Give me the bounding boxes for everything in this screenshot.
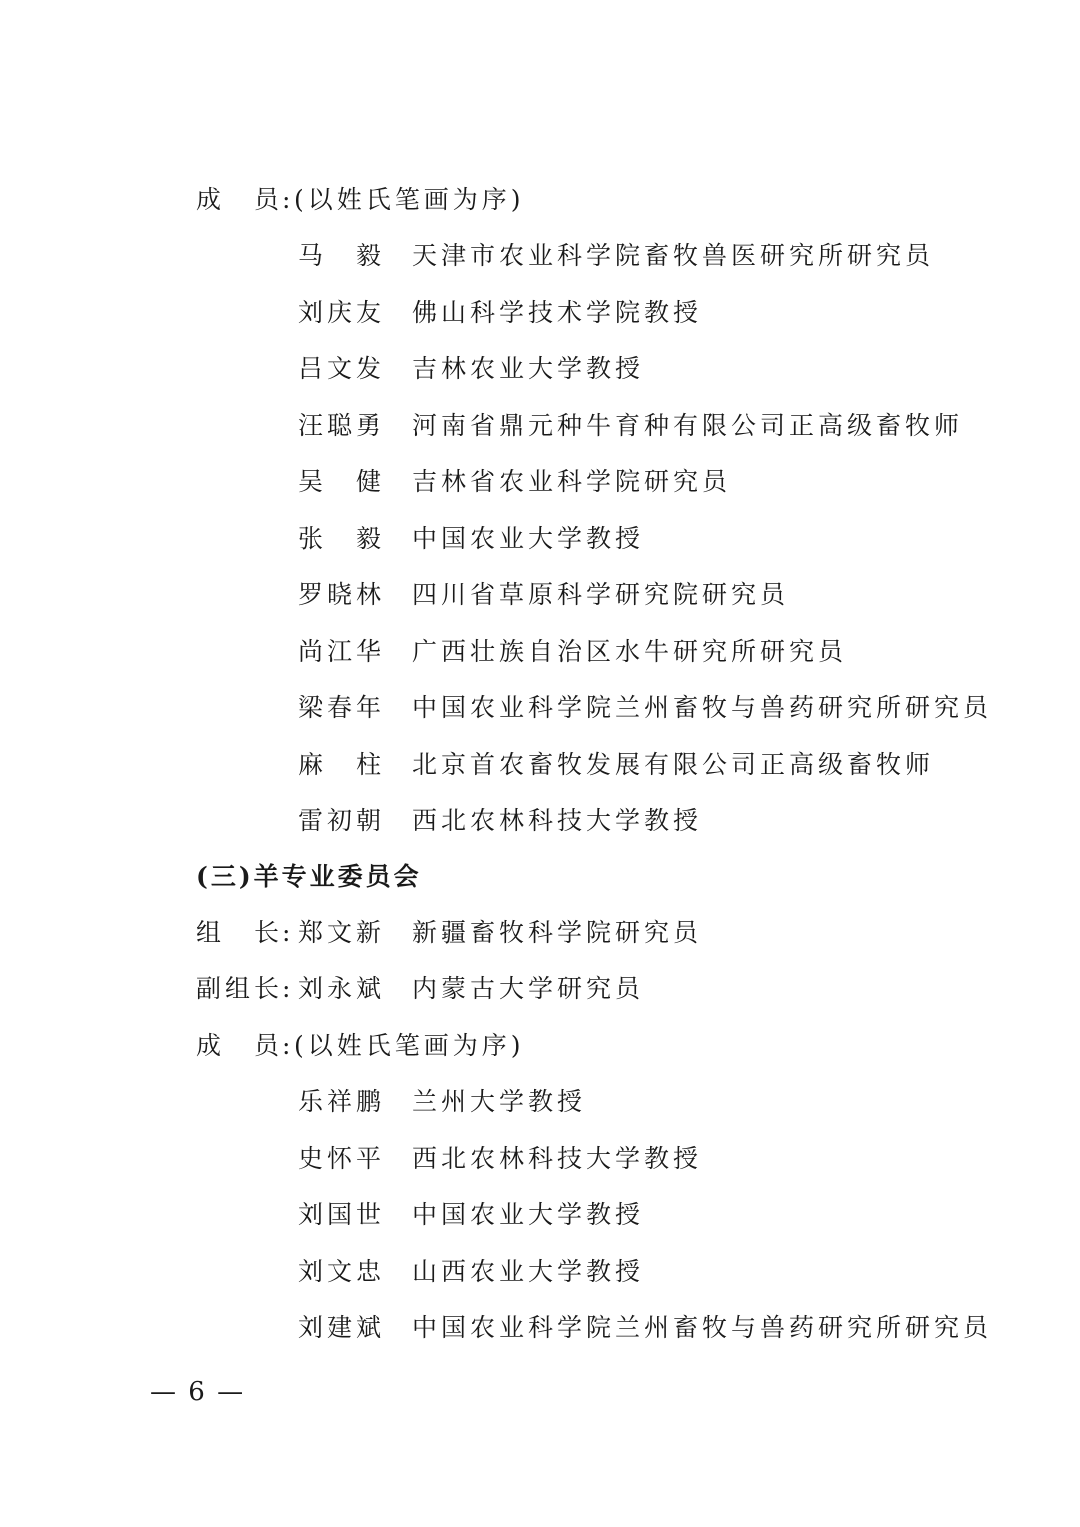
member-row xyxy=(0,1252,1080,1292)
members-note: (以姓氏笔画为序) xyxy=(294,185,525,214)
member-name: 汪聪勇 xyxy=(298,410,386,440)
member-org: 中国农业科学院兰州畜牧与兽药研究所研究员 xyxy=(412,693,993,722)
member-row xyxy=(0,801,1080,841)
role-label: 成 员 : xyxy=(196,185,295,214)
member-row xyxy=(0,575,1080,615)
members-note: (以姓氏笔画为序) xyxy=(294,1031,525,1060)
member-name: 张 毅 xyxy=(298,523,386,553)
member-org: 山西农业大学教授 xyxy=(412,1256,645,1286)
member-org: 中国农业大学教授 xyxy=(412,523,645,553)
member-org: 广西壮族自治区水牛研究所研究员 xyxy=(412,636,848,666)
role-label: 成 员 : xyxy=(196,1031,295,1060)
leader-line xyxy=(0,913,1080,953)
member-org: 中国农业科学院兰州畜牧与兽药研究所研究员 xyxy=(412,1313,993,1342)
role-label: 副组长 : xyxy=(196,974,295,1003)
member-row xyxy=(0,519,1080,559)
member-row xyxy=(0,1139,1080,1179)
member-row xyxy=(0,1308,1080,1348)
member-name: 马 毅 xyxy=(298,241,386,270)
member-row xyxy=(0,236,1080,276)
page-number: — 6 — xyxy=(150,1377,246,1407)
member-org: 北京首农畜牧发展有限公司正高级畜牧师 xyxy=(412,749,935,779)
member-org: 中国农业大学教授 xyxy=(412,1200,645,1229)
members-label-line xyxy=(0,180,1080,220)
member-name: 刘庆友 xyxy=(298,297,386,327)
leader-name: 郑文新 xyxy=(298,918,386,947)
member-org: 佛山科学技术学院教授 xyxy=(412,297,703,327)
member-name: 刘建斌 xyxy=(298,1313,386,1342)
member-org: 西北农林科技大学教授 xyxy=(412,806,703,835)
member-org: 河南省鼎元种牛育种有限公司正高级畜牧师 xyxy=(412,410,964,440)
member-name: 梁春年 xyxy=(298,693,386,722)
member-row xyxy=(0,406,1080,446)
member-row xyxy=(0,349,1080,389)
member-name: 刘文忠 xyxy=(298,1256,386,1286)
section-heading-line xyxy=(0,857,1080,897)
leader-org: 新疆畜牧科学院研究员 xyxy=(412,918,703,947)
member-name: 吴 健 xyxy=(298,467,386,496)
member-row xyxy=(0,1195,1080,1235)
member-name: 刘国世 xyxy=(298,1200,386,1229)
member-row xyxy=(0,632,1080,672)
member-name: 罗晓林 xyxy=(298,580,386,609)
member-org: 兰州大学教授 xyxy=(412,1087,587,1116)
member-name: 尚江华 xyxy=(298,636,386,666)
members-label-line xyxy=(0,1026,1080,1066)
member-row xyxy=(0,293,1080,333)
member-row xyxy=(0,745,1080,785)
member-org: 天津市农业科学院畜牧兽医研究所研究员 xyxy=(412,241,935,270)
member-name: 乐祥鹏 xyxy=(298,1087,386,1116)
member-name: 麻 柱 xyxy=(298,749,386,779)
member-name: 吕文发 xyxy=(298,354,386,383)
member-org: 吉林省农业科学院研究员 xyxy=(412,467,732,496)
deputy-org: 内蒙古大学研究员 xyxy=(412,974,645,1003)
member-name: 雷初朝 xyxy=(298,806,386,835)
deputy-line xyxy=(0,969,1080,1009)
deputy-name: 刘永斌 xyxy=(298,974,386,1003)
member-row xyxy=(0,1082,1080,1122)
member-name: 史怀平 xyxy=(298,1143,386,1173)
member-org: 四川省草原科学研究院研究员 xyxy=(412,580,790,609)
member-row xyxy=(0,688,1080,728)
section-heading: (三)羊专业委员会 xyxy=(196,862,422,891)
member-org: 西北农林科技大学教授 xyxy=(412,1143,703,1173)
member-org: 吉林农业大学教授 xyxy=(412,354,645,383)
role-label: 组 长 : xyxy=(196,918,295,947)
member-row xyxy=(0,462,1080,502)
